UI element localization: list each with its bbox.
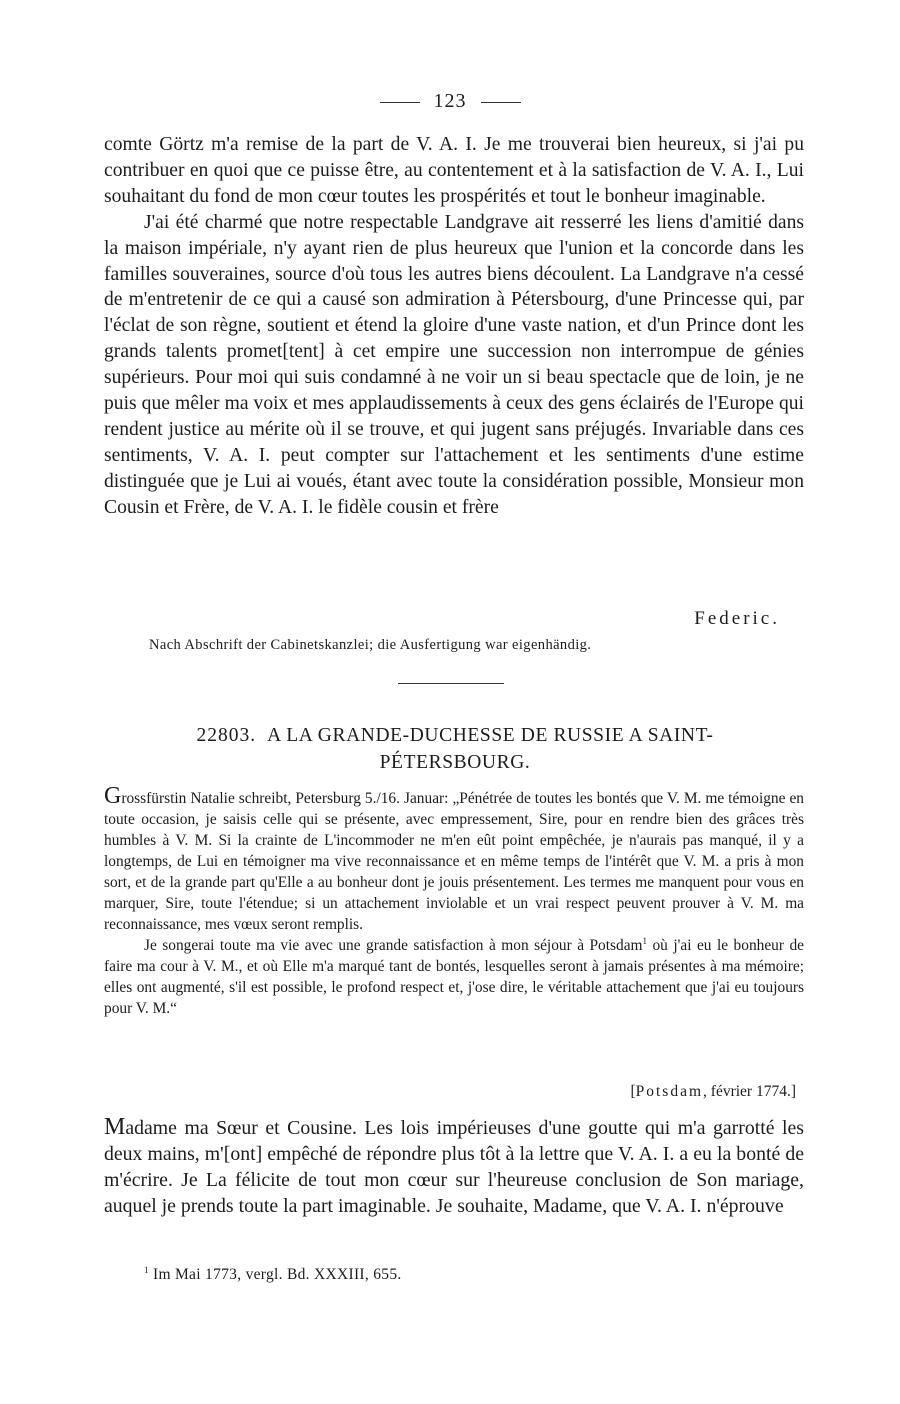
intro-paragraph-2-a: Je songerai toute ma vie avec une grande satisfaction à mon séjour à Potsdam (144, 937, 643, 954)
section-heading (130, 722, 780, 776)
signature: Federic. (694, 608, 780, 629)
intro-paragraph-1 (104, 783, 804, 935)
letter-start-text: adame ma Sœur et Cousine. Les lois impérieuses d'une goutte qui m'a garrotté les deux mains, m'[ont] empêché de répondre plus tôt à la lettre que V. A. I. a eu la bonté de m'écrire. Je La félicite de tout mon cœur sur l'heureuse conclusion de Son mariage, auquel je prends toute la part imaginable. Je souhaite, Madame, que V. A. I. n'éprouve (104, 1117, 804, 1217)
intro-paragraph-1-text: rossfürstin Natalie schreibt, Petersburg 5./16. Januar: „Pénétrée de toutes les bontés que V. M. me témoigne en toute occasion, je saisis celle qui se présente, avec empressement, Sire, pour en rendre bien des grâces très humbles à V. M. Si la crainte de L'incommoder ne m'en eût point empêchée, je n'aurais pas manqué, il y a longtemps, de Lui en témoigner ma vive reconnaissance et en même temps de l'intérêt que V. M. a pris à mon sort, et de la grande part qu'Elle a au bonheur dont je jouis présentement. Les termes me manquent pour vous en marquer, Sire, toute l'étendue; si un attachement inviolable et un vrai respect peuvent prouver à V. M. ma reconnaissance, mes vœux seront remplis. (104, 790, 804, 933)
letter-start-initial: M (104, 1114, 126, 1140)
page-number (0, 90, 900, 113)
footnote (144, 1266, 744, 1284)
dateline-date: , février 1774.] (703, 1083, 796, 1100)
letter-end-paragraph-1: comte Görtz m'a remise de la part de V. A. I. Je me trouverai bien heureux, si j'ai pu contribuer en quoi que ce puisse être, au contentement et à la satisfaction de V. A. I., Lui souhaitant du fond de mon cœur toutes les prospérités et tout le bonheur imaginable. (104, 134, 804, 207)
page-number-text: 123 (433, 90, 467, 112)
intro-paragraph-2 (104, 935, 804, 1019)
section-title-line-2: PÉTERSBOURG. (379, 752, 531, 773)
page-number-dash-left (380, 102, 420, 103)
dateline-open: [ (630, 1083, 636, 1100)
intro-initial: G (104, 783, 122, 809)
letter-end-body (104, 132, 804, 521)
intro-paragraph-2-b: où j'ai eu le bonheur de faire ma cour à V. M., et où Elle m'a marqué tant de bontés, lesquelles seront à jamais présentes à ma mémoire; elles ont augmenté, s'il est possible, le profond respect et, j'ose dire, le véritable attachement que j'ai eu toujours pour V. M.“ (104, 937, 804, 1017)
section-divider (398, 683, 504, 684)
footnote-marker: 1 (642, 936, 648, 946)
source-note: Nach Abschrift der Cabinetskanzlei; die Ausfertigung war eigenhändig. (149, 637, 592, 653)
letter-start-paragraph (104, 1114, 804, 1219)
section-title-line-1: A LA GRANDE-DUCHESSE DE RUSSIE A SAINT- (267, 725, 714, 746)
footnote-number: 1 (144, 1265, 149, 1275)
page-number-dash-right (481, 102, 521, 103)
dateline-place: Potsdam (635, 1083, 704, 1100)
letter-start-body (104, 1114, 804, 1219)
footnote-text: Im Mai 1773, vergl. Bd. XXXIII, 655. (148, 1266, 402, 1283)
dateline (630, 1083, 796, 1101)
section-number: 22803. (196, 725, 257, 746)
letter-intro (104, 783, 804, 1019)
letter-end-paragraph-2: J'ai été charmé que notre respectable Landgrave ait resserré les liens d'amitié dans la maison impériale, n'y ayant rien de plus heureux que l'union et la concorde dans les familles souveraines, source d'où tous les autres biens découlent. La Landgrave n'a cessé de m'entretenir de ce qui a causé son admiration à Pétersbourg, d'une Princesse qui, par l'éclat de son règne, soutient et étend la gloire d'une vaste nation, et d'un Prince dont les grands talents promet[tent] à cet empire une succession non interrompue de génies supérieurs. Pour moi qui suis condamné à ne voir un si beau spectacle que de loin, je ne puis que mêler ma voix et mes applaudissements à ceux des gens éclairés de l'Europe qui rendent justice au mérite où il se trouve, et qui jugent sans préjugés. Invariable dans ces sentiments, V. A. I. peut compter sur l'attachement et les sentiments d'une estime distinguée que je Lui ai voués, étant avec toute la considération possible, Monsieur mon Cousin et Frère, de V. A. I. le fidèle cousin et frère (104, 211, 804, 518)
